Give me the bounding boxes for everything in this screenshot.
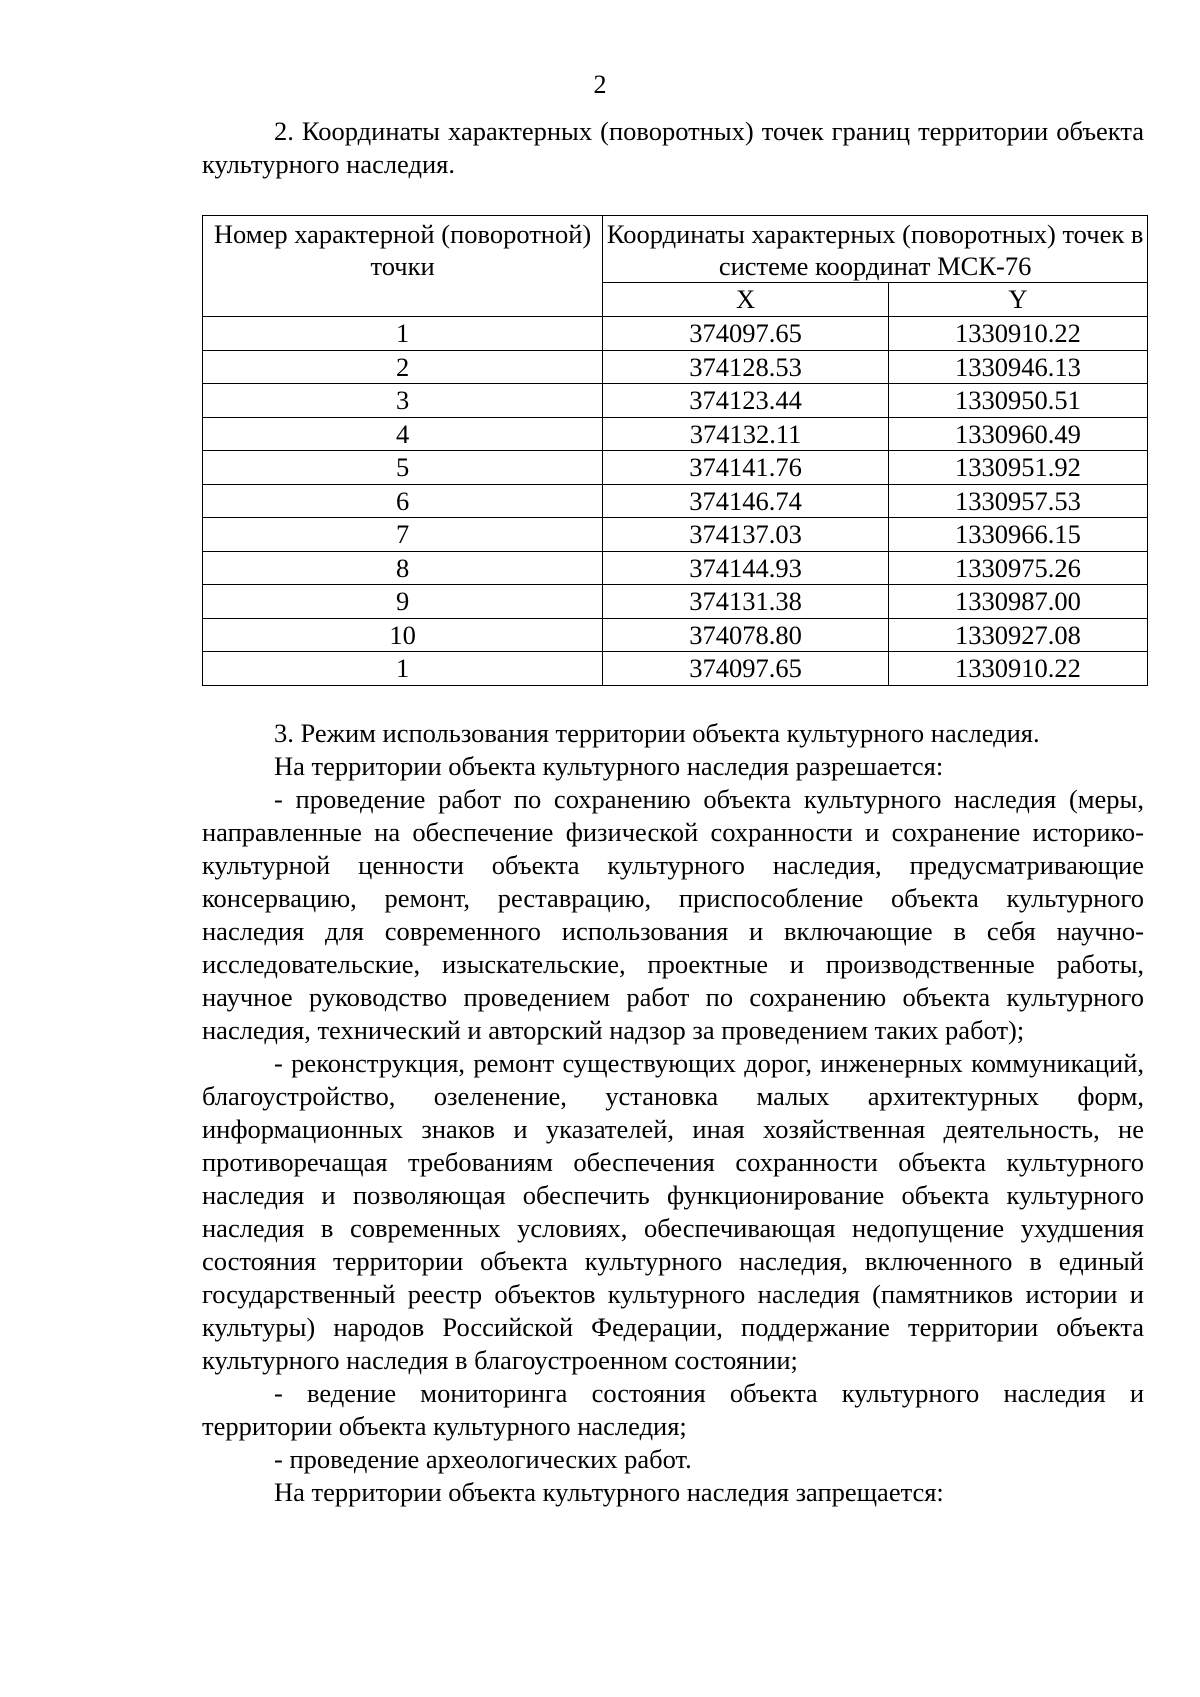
point-number-cell: 5: [203, 451, 603, 485]
section-2-heading: [202, 115, 1144, 181]
x-header: X: [603, 283, 889, 317]
point-number-cell: 1: [203, 652, 603, 686]
x-coordinate-cell: 374141.76: [603, 451, 889, 485]
x-coordinate-cell: 374097.65: [603, 652, 889, 686]
point-number-cell: 4: [203, 417, 603, 451]
point-number-cell: 9: [203, 585, 603, 619]
x-coordinate-cell: 374146.74: [603, 484, 889, 518]
allowed-item: - проведение работ по сохранению объекта культурного наследия (меры, направленные на обеспечение физической сохранности и сохранение историко-культурной ценности объекта культурного наследия, предусматривающие консервацию, ремонт, реставрацию, приспособление объекта культурного наследия для современного использования и включающие в себя научно-исследовательские, изыскательские, проектные и производственные работы, научное руководство проведением работ по сохранению объекта культурного наследия, технический и авторский надзор за проведением таких работ);: [202, 784, 1144, 1045]
y-coordinate-cell: 1330910.22: [888, 652, 1147, 686]
point-number-cell: 2: [203, 350, 603, 384]
forbidden-intro: На территории объекта культурного наследия запрещается:: [274, 1477, 944, 1507]
table-row: [203, 585, 1148, 619]
table-row: [203, 618, 1148, 652]
allowed-intro: На территории объекта культурного наследия разрешается:: [274, 751, 944, 781]
point-number-cell: 7: [203, 518, 603, 552]
table-row: [203, 484, 1148, 518]
x-coordinate-cell: 374123.44: [603, 384, 889, 418]
table-row: [203, 417, 1148, 451]
y-coordinate-cell: 1330910.22: [888, 317, 1147, 351]
coordinates-table: [202, 215, 1148, 686]
table-body: [203, 317, 1148, 686]
table-row: [203, 652, 1148, 686]
point-number-cell: 10: [203, 618, 603, 652]
page-number: 2: [593, 70, 607, 99]
allowed-item: - проведение археологических работ.: [274, 1444, 692, 1474]
y-coordinate-cell: 1330951.92: [888, 451, 1147, 485]
table-row: [203, 551, 1148, 585]
x-coordinate-cell: 374132.11: [603, 417, 889, 451]
y-header: Y: [888, 283, 1147, 317]
y-coordinate-cell: 1330987.00: [888, 585, 1147, 619]
point-number-cell: 6: [203, 484, 603, 518]
y-coordinate-cell: 1330960.49: [888, 417, 1147, 451]
y-coordinate-cell: 1330950.51: [888, 384, 1147, 418]
point-number-cell: 3: [203, 384, 603, 418]
point-number-cell: 8: [203, 551, 603, 585]
x-coordinate-cell: 374137.03: [603, 518, 889, 552]
table-row: [203, 384, 1148, 418]
table-row: [203, 451, 1148, 485]
x-coordinate-cell: 374078.80: [603, 618, 889, 652]
y-coordinate-cell: 1330946.13: [888, 350, 1147, 384]
x-coordinate-cell: 374144.93: [603, 551, 889, 585]
point-number-header: Номер характерной (поворотной) точки: [203, 216, 603, 317]
section-3-heading: 3. Режим использования территории объекта культурного наследия.: [274, 718, 1040, 748]
x-coordinate-cell: 374097.65: [603, 317, 889, 351]
table-row: [203, 317, 1148, 351]
table-row: [203, 350, 1148, 384]
x-coordinate-cell: 374131.38: [603, 585, 889, 619]
y-coordinate-cell: 1330966.15: [888, 518, 1147, 552]
point-number-cell: 1: [203, 317, 603, 351]
coordinates-header: Координаты характерных (поворотных) точек в системе координат МСК-76: [603, 216, 1148, 283]
y-coordinate-cell: 1330957.53: [888, 484, 1147, 518]
table-header-row: [203, 216, 1148, 283]
allowed-item: - ведение мониторинга состояния объекта культурного наследия и территории объекта культурного наследия;: [202, 1378, 1144, 1441]
section-3: [202, 717, 1144, 1509]
table-row: [203, 518, 1148, 552]
section-2-heading-text: 2. Координаты характерных (поворотных) точек границ территории объекта культурного наследия.: [202, 116, 1144, 179]
y-coordinate-cell: 1330927.08: [888, 618, 1147, 652]
allowed-item: - реконструкция, ремонт существующих дорог, инженерных коммуникаций, благоустройство, озеленение, установка малых архитектурных форм, информационных знаков и указателей, иная хозяйственная деятельность, не противоречащая требованиям обеспечения сохранности объекта культурного наследия и позволяющая обеспечить функционирование объекта культурного наследия в современных условиях, обеспечивающая недопущение ухудшения состояния территории объекта культурного наследия, включенного в единый государственный реестр объектов культурного наследия (памятников истории и культуры) народов Российской Федерации, поддержание территории объекта культурного наследия в благоустроенном состоянии;: [202, 1048, 1144, 1375]
y-coordinate-cell: 1330975.26: [888, 551, 1147, 585]
x-coordinate-cell: 374128.53: [603, 350, 889, 384]
